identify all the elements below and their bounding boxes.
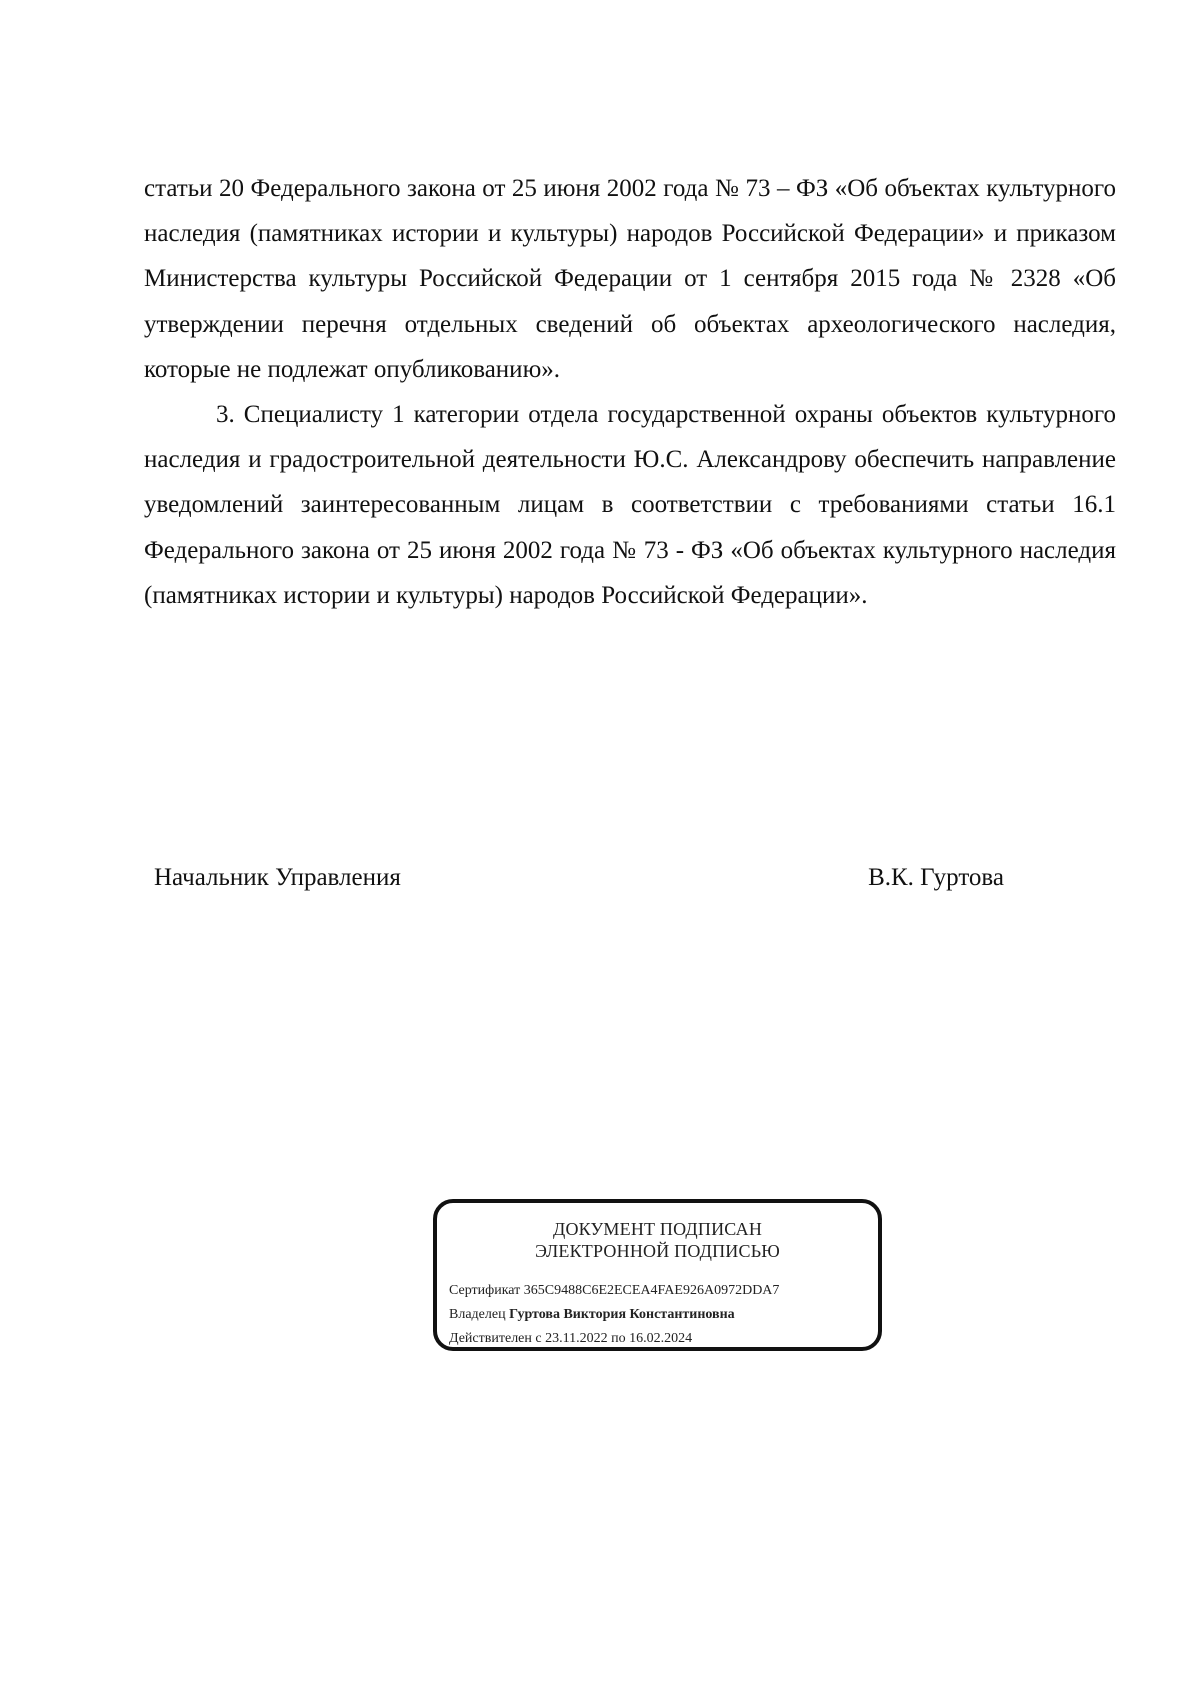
owner-line [449,1303,869,1327]
stamp-title [437,1218,878,1262]
paragraph-continuation: статьи 20 Федерального закона от 25 июня 2002 года № 73 – ФЗ «Об объектах культурного наследия (памятниках истории и культуры) народов Российской Федерации» и приказом Министерства культуры Российской Федерации от 1 сентября 2015 года № 2328 «Об утверждении перечня отдельных сведений об объектах археологического наследия, которые не подлежат опубликованию». [144,175,1116,383]
certificate-value: 365C9488C6E2ECEA4FAE926A0972DDA7 [523,1283,780,1298]
signature-block [154,858,1004,898]
certificate-label: Сертификат [449,1283,521,1298]
paragraph-item-3: 3. Специалисту 1 категории отдела государственной охраны объектов культурного наследия и градостроительной деятельности Ю.С. Александрову обеспечить направление уведомлений заинтересованным лицам в соответствии с требованиями статьи 16.1 Федерального закона от 25 июня 2002 года № 73 - ФЗ «Об объектах культурного наследия (памятниках истории и культуры) народов Российской Федерации». [144,401,1116,609]
validity-line [449,1327,869,1351]
stamp-title-line-1: ДОКУМЕНТ ПОДПИСАН [552,1219,763,1239]
certificate-line [449,1279,869,1303]
stamp-details [449,1279,869,1351]
owner-label: Владелец [449,1307,506,1322]
document-body [144,166,1116,618]
valid-to-label: по [611,1331,626,1346]
signatory-title: Начальник Управления [154,864,401,891]
valid-from: 23.11.2022 [545,1331,608,1346]
electronic-signature-stamp [433,1199,882,1351]
valid-to: 16.02.2024 [629,1331,693,1346]
stamp-title-line-2: ЭЛЕКТРОННОЙ ПОДПИСЬЮ [535,1241,780,1261]
signatory-name: В.К. Гуртова [868,864,1004,891]
valid-label: Действителен с [449,1331,542,1346]
owner-value: Гуртова Виктория Константиновна [509,1307,735,1322]
